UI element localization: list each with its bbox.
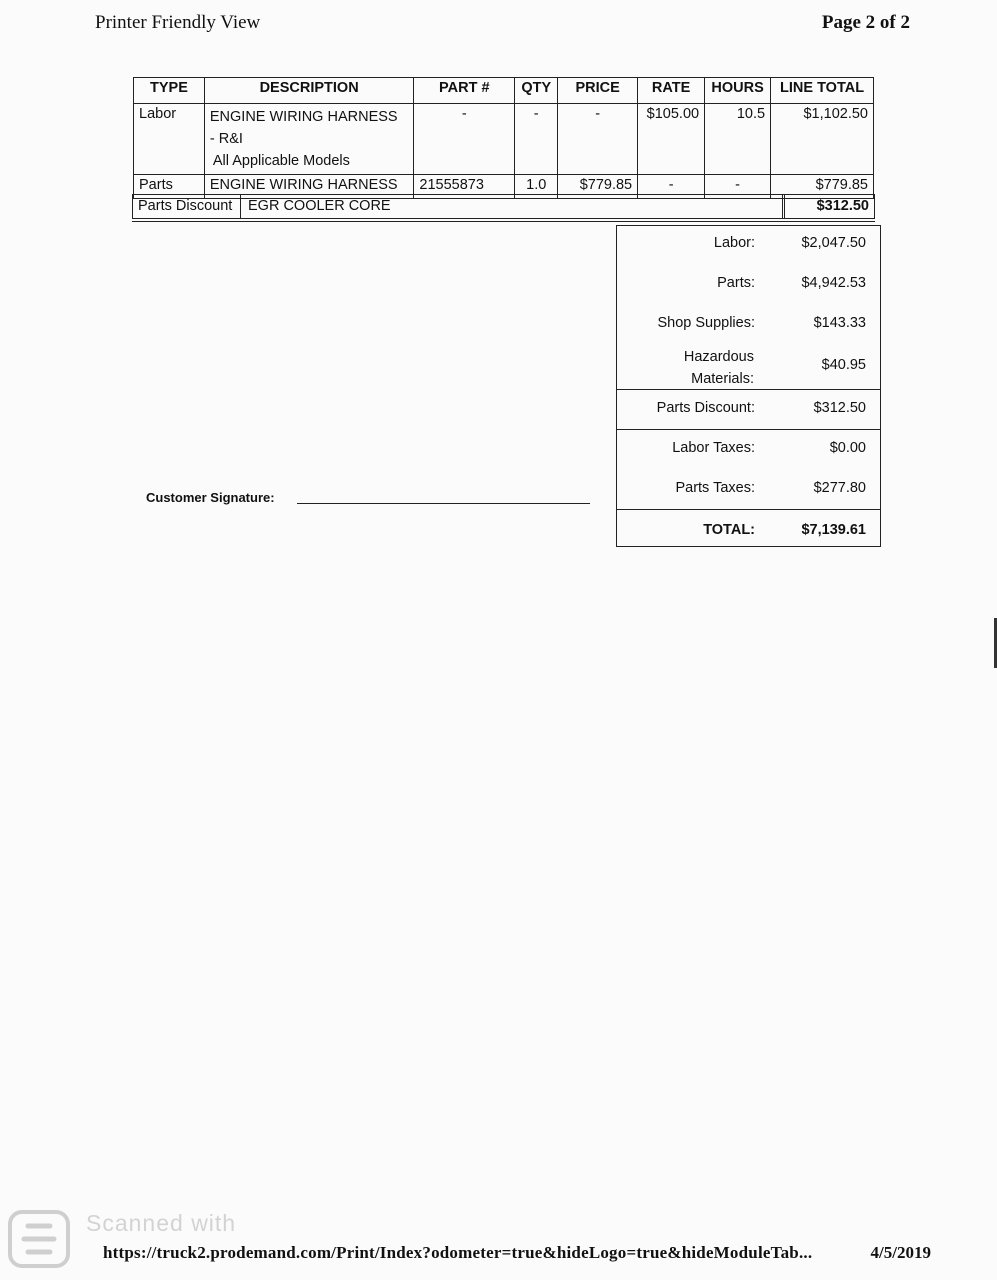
- discount-label: Parts Discount: [133, 195, 241, 218]
- cell-price: $779.85: [558, 175, 638, 199]
- cell-description: [204, 104, 414, 175]
- cell-qty: 1.0: [515, 175, 558, 199]
- totals-label: Labor Taxes:: [672, 440, 755, 456]
- discount-amount: $312.50: [784, 195, 874, 218]
- totals-value: $7,139.61: [801, 522, 866, 538]
- cell-qty: -: [515, 104, 558, 175]
- totals-value: $312.50: [813, 400, 866, 416]
- cell-part: -: [414, 104, 515, 175]
- col-header-hours: HOURS: [705, 78, 771, 104]
- parts-discount-row: [132, 194, 875, 219]
- col-header-description: DESCRIPTION: [204, 78, 414, 104]
- totals-label: Shop Supplies:: [657, 315, 755, 331]
- description-line: ENGINE WIRING HARNESS: [209, 109, 398, 125]
- divider: [617, 429, 880, 430]
- table-row: [134, 104, 874, 175]
- description-line: All Applicable Models: [212, 153, 350, 169]
- divider: [617, 389, 880, 390]
- cell-rate: -: [638, 175, 705, 199]
- footer-url: https://truck2.prodemand.com/Print/Index?odometer=true&hideLogo=true&hideModuleTab...: [103, 1243, 813, 1262]
- divider: [617, 509, 880, 510]
- signature-line: [297, 503, 590, 504]
- totals-label: Parts Taxes:: [675, 480, 755, 496]
- col-header-type: TYPE: [134, 78, 205, 104]
- scan-watermark: Scanned with: [86, 1210, 237, 1236]
- cell-rate: $105.00: [638, 104, 705, 175]
- cell-type: Parts: [134, 175, 205, 199]
- col-header-line-total: LINE TOTAL: [771, 78, 874, 104]
- cell-type: Labor: [134, 104, 205, 175]
- totals-value: $40.95: [821, 357, 866, 373]
- totals-label: Labor:: [713, 235, 755, 251]
- footer-date: 4/5/2019: [870, 1243, 931, 1262]
- totals-value: $143.33: [813, 315, 866, 331]
- totals-label-line: Hazardous: [683, 349, 754, 365]
- col-header-rate: RATE: [638, 78, 705, 104]
- col-header-part: PART #: [414, 78, 515, 104]
- totals-value: $0.00: [829, 440, 866, 456]
- totals-label: Parts:: [717, 275, 755, 291]
- totals-label-line: Materials:: [691, 371, 754, 387]
- totals-value: $2,047.50: [801, 235, 866, 251]
- table-header-row: [134, 78, 874, 104]
- totals-value: $4,942.53: [801, 275, 866, 291]
- signature-label: Customer Signature:: [146, 490, 275, 505]
- scanner-logo-icon: [4, 1206, 74, 1272]
- totals-label: TOTAL:: [703, 522, 755, 538]
- totals-box: [616, 225, 881, 547]
- cell-line-total: $779.85: [771, 175, 874, 199]
- col-header-price: PRICE: [558, 78, 638, 104]
- cell-hours: -: [705, 175, 771, 199]
- page-number: Page 2 of 2: [821, 12, 910, 33]
- cell-price: -: [558, 104, 638, 175]
- line-items-table: [133, 77, 874, 199]
- page-title: Printer Friendly View: [95, 12, 261, 33]
- cell-line-total: $1,102.50: [771, 104, 874, 175]
- col-header-qty: QTY: [515, 78, 558, 104]
- description-line: - R&I: [209, 131, 243, 147]
- cell-hours: 10.5: [705, 104, 771, 175]
- totals-label: Parts Discount:: [656, 400, 755, 416]
- totals-value: $277.80: [813, 480, 866, 496]
- totals-label: [684, 346, 754, 390]
- cell-part: 21555873: [414, 175, 515, 199]
- discount-description: EGR COOLER CORE: [243, 195, 783, 218]
- divider: [132, 221, 875, 222]
- cell-description: ENGINE WIRING HARNESS: [204, 175, 414, 199]
